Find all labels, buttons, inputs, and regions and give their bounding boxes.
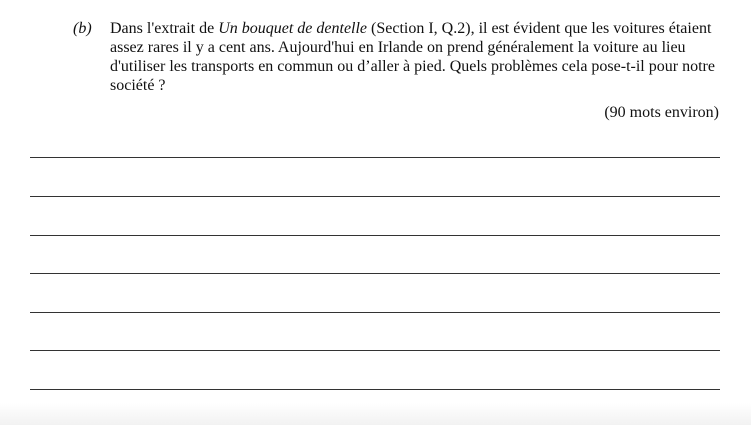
answer-line[interactable] [30,312,720,313]
answer-line[interactable] [30,235,720,236]
answer-line[interactable] [30,389,720,390]
answer-line[interactable] [30,273,720,274]
page-bottom-shadow [0,403,751,425]
answer-line[interactable] [30,196,720,197]
question-text-body: (Section I, Q.2), il est évident que les voitures étaient assez rares il y a cent ans. Aujourd'hui en Irlande on prend généralement la voiture au lieu d'utiliser les transports en commun ou d’aller à pied. Quels problèmes cela pose-t-il pour notre société ? [110,20,715,94]
word-count-hint: (90 mots environ) [604,104,719,121]
question-text-intro: Dans l'extrait de [110,20,219,37]
answer-line[interactable] [30,157,720,158]
extract-title: Un bouquet de dentelle [218,20,368,37]
question-text [110,19,722,95]
question-label: (b) [73,20,92,37]
answer-line[interactable] [30,350,720,351]
